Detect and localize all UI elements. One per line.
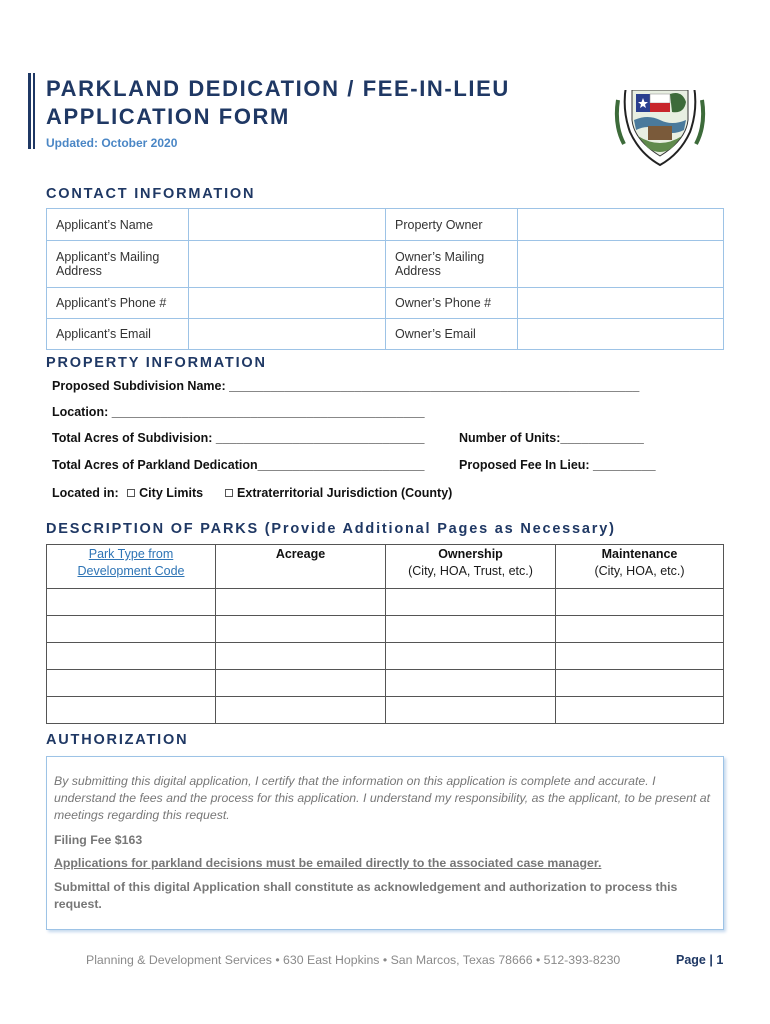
ownership-header-sub: (City, HOA, Trust, etc.) — [408, 564, 533, 578]
table-row — [47, 616, 724, 643]
authorization-box — [46, 756, 724, 930]
filing-fee: Filing Fee $163 — [54, 833, 143, 847]
number-of-units-field[interactable]: Number of Units:____________ — [459, 431, 644, 445]
development-code-link[interactable]: Development Code — [77, 564, 185, 578]
located-in-row — [52, 486, 452, 500]
certify-statement: By submitting this digital application, I certify that the information on this application is complete and accurate. I understand the fees and the process for this application. I understand my responsibility, as the applicant, to be present at meetings regarding this request. — [54, 774, 710, 822]
page-number: Page | 1 — [676, 953, 724, 967]
table-row — [47, 697, 724, 724]
email-notice-link[interactable]: Applications for parkland decisions must be emailed directly to the associated case manager. — [54, 856, 602, 870]
table-cell[interactable] — [556, 616, 724, 643]
located-in-label: Located in: — [52, 486, 119, 500]
acreage-header — [216, 545, 386, 589]
table-cell[interactable] — [216, 697, 386, 724]
parks-heading: DESCRIPTION OF PARKS (Provide Additional Pages as Necessary) — [46, 521, 616, 537]
table-cell[interactable] — [47, 670, 216, 697]
owner-address-field[interactable] — [518, 241, 724, 288]
fee-in-lieu-field[interactable]: Proposed Fee In Lieu: _________ — [459, 458, 656, 472]
park-type-header — [47, 545, 216, 589]
parks-table — [46, 544, 724, 724]
contact-heading: CONTACT INFORMATION — [46, 186, 256, 202]
maintenance-header-sub: (City, HOA, etc.) — [594, 564, 685, 578]
applicant-phone-label: Applicant’s Phone # — [47, 288, 189, 319]
footer-address: Planning & Development Services • 630 East Hopkins • San Marcos, Texas 78666 • 512-393-8230 — [86, 953, 621, 967]
table-cell[interactable] — [386, 616, 556, 643]
table-cell[interactable] — [47, 589, 216, 616]
title-accent-bar — [28, 73, 34, 149]
submittal-statement: Submittal of this digital Application shall constitute as acknowledgement and authorization to process this request. — [54, 880, 678, 911]
ownership-header — [386, 545, 556, 589]
applicant-email-label: Applicant’s Email — [47, 319, 189, 350]
owner-name-field[interactable] — [518, 209, 724, 241]
etj-checkbox[interactable] — [225, 489, 233, 497]
title-line-1: PARKLAND DEDICATION / FEE-IN-LIEU — [46, 76, 510, 101]
authorization-heading: AUTHORIZATION — [46, 732, 189, 748]
table-row — [47, 670, 724, 697]
acreage-header-text: Acreage — [275, 547, 326, 561]
owner-phone-field[interactable] — [518, 288, 724, 319]
applicant-name-field[interactable] — [189, 209, 386, 241]
applicant-name-label: Applicant’s Name — [47, 209, 189, 241]
location-field[interactable]: Location: _____________________________________________ — [52, 405, 425, 419]
owner-name-label: Property Owner — [386, 209, 518, 241]
updated-date: Updated: October 2020 — [46, 136, 178, 150]
owner-email-label: Owner’s Email — [386, 319, 518, 350]
applicant-phone-field[interactable] — [189, 288, 386, 319]
city-limits-label: City Limits — [139, 486, 204, 500]
table-cell[interactable] — [47, 643, 216, 670]
applicant-address-field[interactable] — [189, 241, 386, 288]
contact-table — [46, 208, 724, 350]
table-row — [47, 589, 724, 616]
etj-label: Extraterritorial Jurisdiction (County) — [237, 486, 453, 500]
parkland-acres-field[interactable]: Total Acres of Parkland Dedication________________________ — [52, 458, 425, 472]
owner-email-field[interactable] — [518, 319, 724, 350]
owner-address-text: Owner’s Mailing Address — [395, 250, 485, 278]
subdivision-name-field[interactable]: Proposed Subdivision Name: ___________________________________________________________ — [52, 379, 640, 393]
table-row — [47, 643, 724, 670]
table-cell[interactable] — [556, 643, 724, 670]
table-cell[interactable] — [556, 589, 724, 616]
table-cell[interactable] — [556, 697, 724, 724]
owner-address-label — [386, 241, 518, 288]
maintenance-header — [556, 545, 724, 589]
table-cell[interactable] — [47, 697, 216, 724]
maintenance-header-text: Maintenance — [601, 547, 678, 561]
table-cell[interactable] — [216, 616, 386, 643]
table-cell[interactable] — [216, 670, 386, 697]
table-cell[interactable] — [216, 589, 386, 616]
table-cell[interactable] — [556, 670, 724, 697]
table-cell[interactable] — [386, 643, 556, 670]
property-heading: PROPERTY INFORMATION — [46, 355, 267, 371]
table-cell[interactable] — [216, 643, 386, 670]
table-cell[interactable] — [47, 616, 216, 643]
table-cell[interactable] — [386, 697, 556, 724]
city-seal-logo — [612, 70, 708, 168]
table-cell[interactable] — [386, 589, 556, 616]
total-acres-field[interactable]: Total Acres of Subdivision: ______________________________ — [52, 431, 425, 445]
applicant-address-text: Applicant’s Mailing Address — [56, 250, 160, 278]
city-limits-checkbox[interactable] — [127, 489, 135, 497]
applicant-email-field[interactable] — [189, 319, 386, 350]
ownership-header-text: Ownership — [438, 547, 503, 561]
owner-phone-label: Owner’s Phone # — [386, 288, 518, 319]
table-cell[interactable] — [386, 670, 556, 697]
applicant-address-label — [47, 241, 189, 288]
title-line-2: APPLICATION FORM — [46, 104, 290, 129]
page-title — [46, 75, 586, 131]
park-type-link[interactable]: Park Type from — [88, 547, 174, 561]
